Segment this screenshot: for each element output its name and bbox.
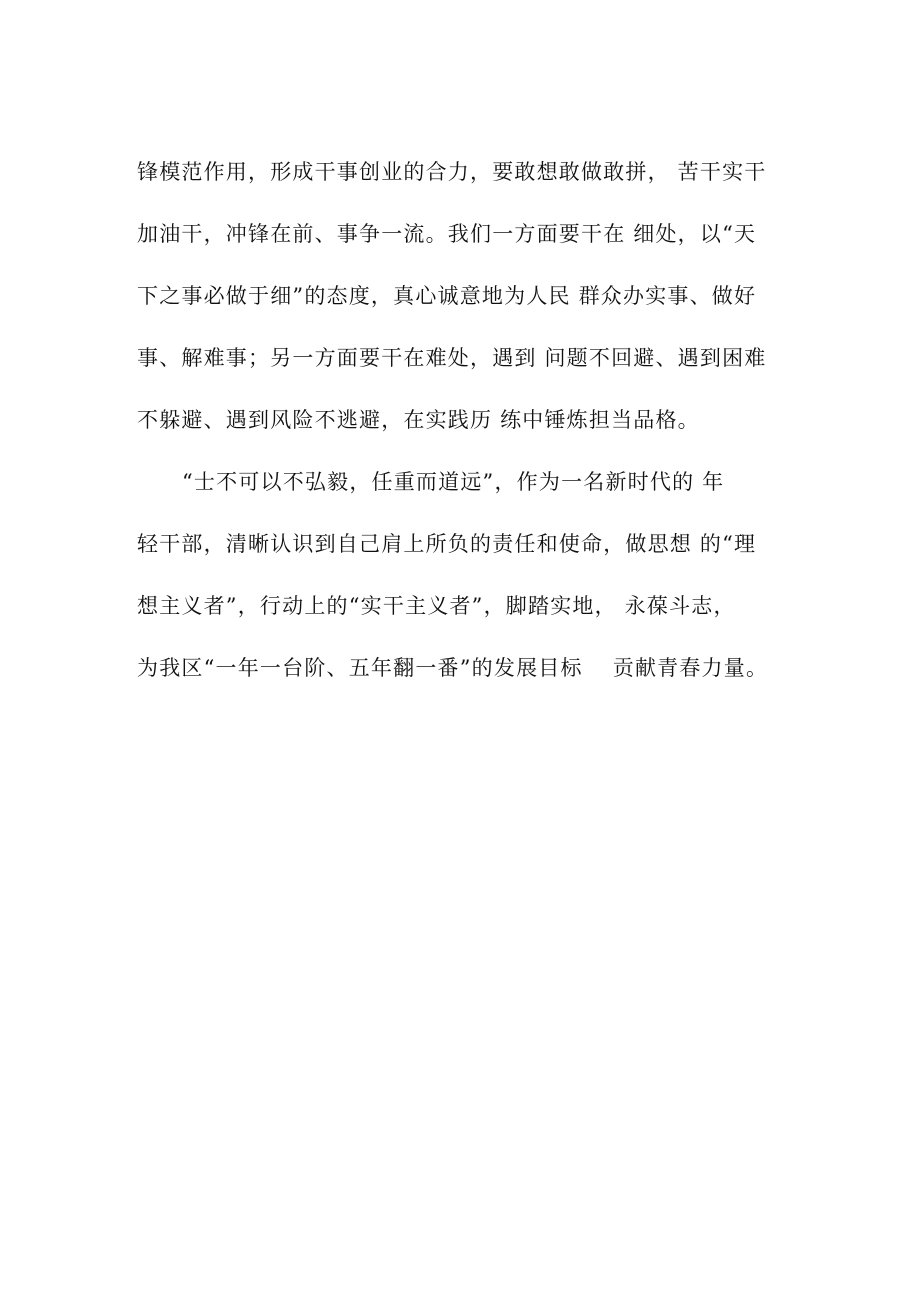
paragraph-1-line-2: 加油干，冲锋在前、事争一流。我们一方面要干在 细处，以“天 bbox=[137, 222, 757, 246]
paragraph-1-line-5: 不躲避、遇到风险不逃避，在实践历 练中锤炼担当品格。 bbox=[137, 408, 700, 432]
body-text bbox=[137, 150, 817, 708]
paragraph-2-line-4: 为我区“一年一台阶、五年翻一番”的发展目标 贡献青春力量。 bbox=[137, 656, 769, 680]
paragraph-1-line-1: 锋模范作用，形成干事创业的合力，要敢想敢做敢拼， 苦干实干 bbox=[137, 160, 767, 184]
paragraph-2-line-1: “士不可以不弘毅，任重而道远”，作为一名新时代的 年 bbox=[182, 470, 725, 494]
paragraph-1-line-3: 下之事必做于细”的态度，真心诚意地为人民 群众办实事、做好 bbox=[137, 284, 757, 308]
paragraph-2-line-2: 轻干部，清晰认识到自己肩上所负的责任和使命，做思想 的“理 bbox=[137, 532, 757, 556]
paragraph-2-line-3: 想主义者”，行动上的“实干主义者”，脚踏实地， 永葆斗志， bbox=[137, 594, 736, 618]
paragraph-1-line-4: 事、解难事；另一方面要干在难处，遇到 问题不回避、遇到困难 bbox=[137, 346, 767, 370]
